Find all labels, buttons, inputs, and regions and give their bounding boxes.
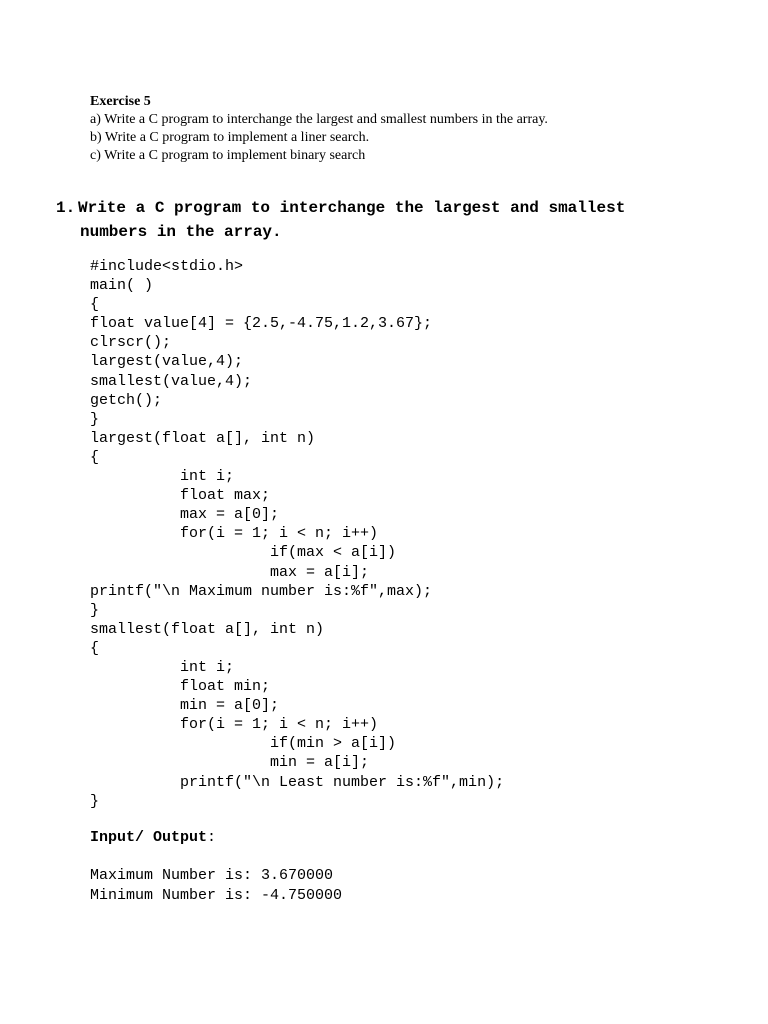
code-line: min = a[i]; [90, 754, 370, 772]
code-line: for(i = 1; i < n; i++) [90, 716, 379, 734]
code-line: clrscr(); [90, 334, 172, 352]
code-line: float max; [90, 487, 271, 505]
section-heading [56, 196, 736, 244]
code-line: } [90, 410, 100, 428]
program-output [90, 866, 342, 906]
exercise-item: a) Write a C program to interchange the largest and smallest numbers in the array. [90, 112, 548, 127]
heading-line: Write a C program to interchange the largest and smallest [78, 199, 626, 217]
exercise-title: Exercise 5 [90, 94, 151, 109]
code-line: if(min > a[i]) [90, 735, 397, 753]
code-line: } [90, 601, 100, 619]
code-line: min = a[0]; [90, 697, 280, 715]
output-line: Minimum Number is: -4.750000 [90, 887, 343, 904]
code-line: int i; [90, 468, 235, 486]
code-line: #include<stdio.h> [90, 258, 244, 275]
code-line: largest(float a[], int n) [90, 429, 316, 447]
code-line: { [90, 639, 100, 657]
code-line: largest(value,4); [90, 353, 244, 371]
code-line: max = a[i]; [90, 563, 370, 581]
code-line: printf("\n Least number is:%f",min); [90, 773, 505, 791]
heading-number: 1. [56, 199, 76, 217]
exercise-block [90, 93, 548, 165]
code-line: printf("\n Maximum number is:%f",max); [90, 582, 433, 600]
code-line: getch(); [90, 391, 163, 409]
code-line: smallest(value,4); [90, 372, 253, 390]
io-label-text: Input/ Output [90, 829, 208, 846]
code-line: { [90, 448, 100, 466]
code-listing [90, 257, 504, 811]
code-line: max = a[0]; [90, 506, 280, 524]
exercise-item: b) Write a C program to implement a liner search. [90, 130, 370, 145]
output-line: Maximum Number is: 3.670000 [90, 867, 334, 884]
code-line: } [90, 792, 100, 810]
code-line: { [90, 296, 100, 314]
code-line: smallest(float a[], int n) [90, 620, 325, 638]
code-line: if(max < a[i]) [90, 544, 397, 562]
io-label [90, 828, 216, 847]
code-line: float min; [90, 678, 271, 696]
code-line: float value[4] = {2.5,-4.75,1.2,3.67}; [90, 315, 433, 333]
code-line: main( ) [90, 277, 154, 295]
heading-line: numbers in the array. [80, 223, 282, 241]
code-line: int i; [90, 658, 235, 676]
exercise-item: c) Write a C program to implement binary search [90, 148, 366, 163]
code-line: for(i = 1; i < n; i++) [90, 525, 379, 543]
io-label-colon: : [207, 829, 217, 846]
